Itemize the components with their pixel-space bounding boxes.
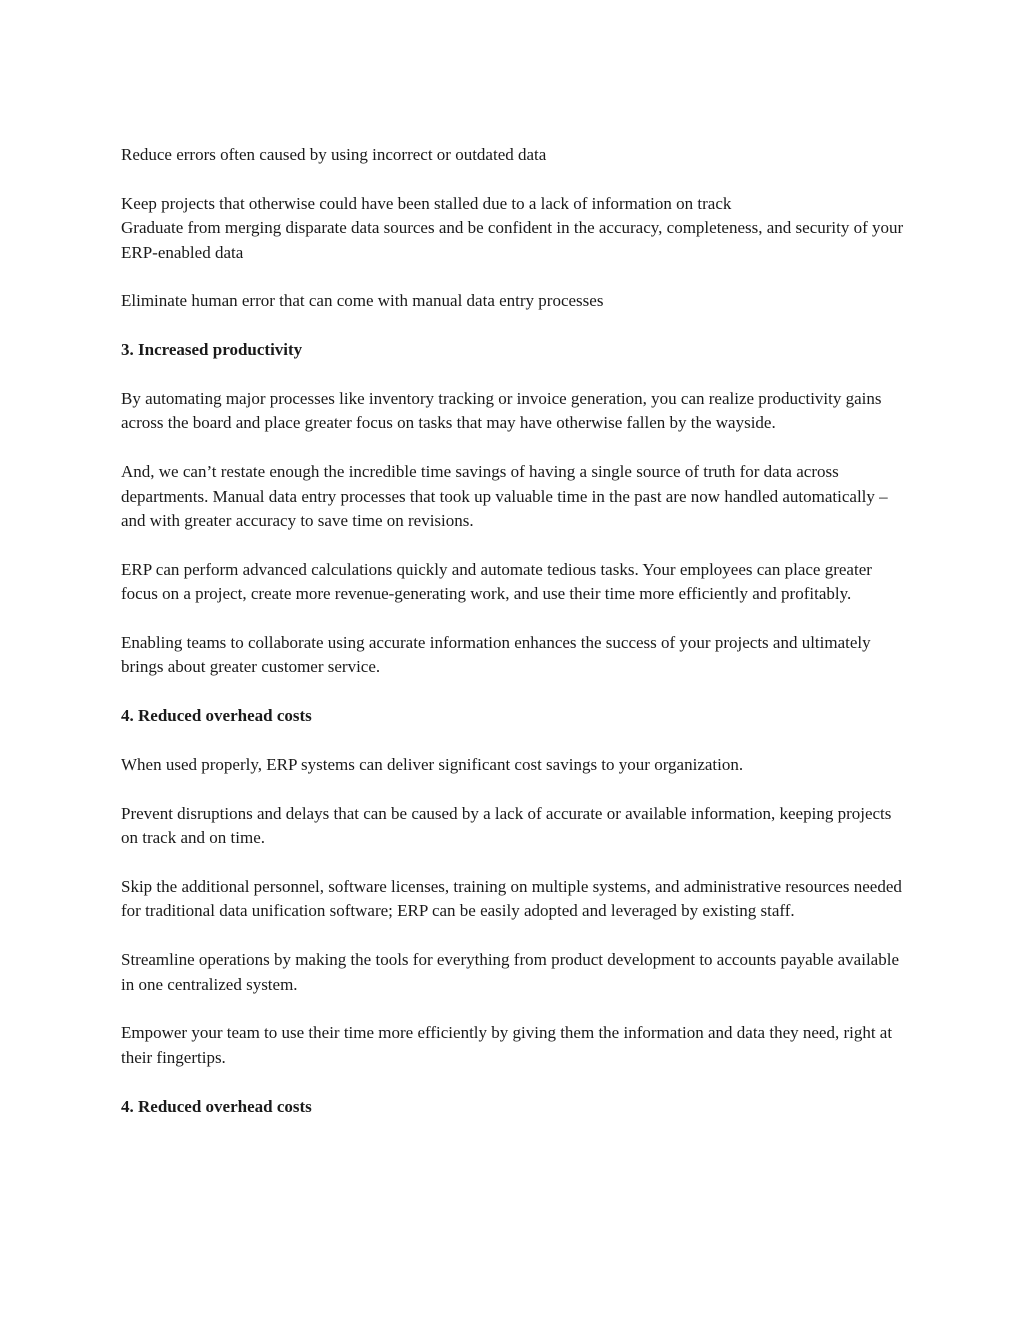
paragraph-streamline: Streamline operations by making the tools for everything from product development to accounts payable available in one centralized system. [121, 950, 899, 994]
paragraph-time-savings: And, we can’t restate enough the incredible time savings of having a single source of truth for data across departments. Manual data entry processes that took up valuable time in the past are now handled automatically – and with greater accuracy to save time on revisions. [121, 462, 888, 531]
paragraph-eliminate-error: Eliminate human error that can come with manual data entry processes [121, 291, 604, 311]
heading-reduced-overhead-costs-repeat: 4. Reduced overhead costs [121, 1096, 312, 1116]
paragraph-cost-savings: When used properly, ERP systems can deliver significant cost savings to your organization. [121, 755, 744, 775]
paragraph-advanced-calculations: ERP can perform advanced calculations quickly and automate tedious tasks. Your employees can place greater focus on a project, create more revenue-generating work, and use their time more efficiently and profitably. [121, 559, 872, 604]
paragraph-automating: By automating major processes like inventory tracking or invoice generation, you can realize productivity gains across the board and place greater focus on tasks that may have otherwise fallen by the wayside. [121, 389, 882, 433]
paragraph-reduce-errors: Reduce errors often caused by using incorrect or outdated data [121, 145, 547, 164]
document-body [121, 143, 911, 1143]
paragraph-empower-team: Empower your team to use their time more efficiently by giving them the information and data they need, right at their fingertips. [121, 1023, 893, 1067]
paragraph-prevent-disruptions: Prevent disruptions and delays that can be caused by a lack of accurate or available information, keeping projects on track and on time. [121, 803, 892, 848]
heading-reduced-overhead-costs: 4. Reduced overhead costs [121, 706, 312, 726]
paragraph-collaboration: Enabling teams to collaborate using accurate information enhances the success of your projects and ultimately brings about greater customer service. [121, 633, 871, 677]
paragraph-keep-projects: Keep projects that otherwise could have been stalled due to a lack of information on track [121, 193, 732, 213]
heading-increased-productivity: 3. Increased productivity [121, 340, 303, 360]
paragraph-graduate: Graduate from merging disparate data sources and be confident in the accuracy, completeness, and security of your ERP-enabled data [121, 218, 904, 262]
paragraph-skip-personnel: Skip the additional personnel, software licenses, training on multiple systems, and administrative resources needed for traditional data unification software; ERP can be easily adopted and leveraged by existing staff. [121, 877, 902, 921]
